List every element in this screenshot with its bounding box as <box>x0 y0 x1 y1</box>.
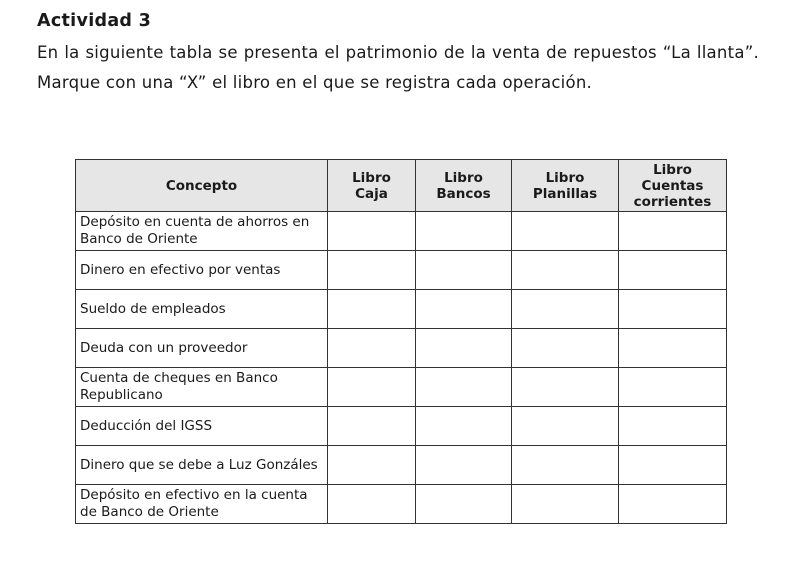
mark-cell-libro-planillas[interactable] <box>512 290 619 329</box>
mark-cell-libro-planillas[interactable] <box>512 329 619 368</box>
activity-instructions: En la siguiente tabla se presenta el patrimonio de la venta de repuestos “La llanta”. Marque con una “X” el libro en el que se registra cada operación. <box>37 43 759 92</box>
table-header-row <box>76 160 727 212</box>
mark-cell-libro-bancos[interactable] <box>416 446 512 485</box>
table-row <box>76 290 727 329</box>
table-row <box>76 329 727 368</box>
mark-cell-libro-bancos[interactable] <box>416 290 512 329</box>
mark-cell-libro-planillas[interactable] <box>512 212 619 251</box>
mark-cell-libro-caja[interactable] <box>328 329 416 368</box>
mark-cell-libro-bancos[interactable] <box>416 251 512 290</box>
table-body <box>76 212 727 524</box>
mark-cell-libro-caja[interactable] <box>328 251 416 290</box>
mark-cell-libro-bancos[interactable] <box>416 212 512 251</box>
concept-cell: Deuda con un proveedor <box>76 329 328 368</box>
mark-cell-libro-cuentas-corrientes[interactable] <box>619 368 727 407</box>
mark-cell-libro-caja[interactable] <box>328 212 416 251</box>
mark-cell-libro-cuentas-corrientes[interactable] <box>619 212 727 251</box>
mark-cell-libro-caja[interactable] <box>328 446 416 485</box>
mark-cell-libro-bancos[interactable] <box>416 485 512 524</box>
mark-cell-libro-cuentas-corrientes[interactable] <box>619 290 727 329</box>
concept-cell: Deducción del IGSS <box>76 407 328 446</box>
mark-cell-libro-bancos[interactable] <box>416 329 512 368</box>
mark-cell-libro-planillas[interactable] <box>512 446 619 485</box>
concept-cell: Depósito en cuenta de ahorros en Banco de Oriente <box>76 212 328 251</box>
mark-cell-libro-cuentas-corrientes[interactable] <box>619 446 727 485</box>
concept-cell: Dinero que se debe a Luz Gonzáles <box>76 446 328 485</box>
table-row <box>76 368 727 407</box>
table-row <box>76 446 727 485</box>
mark-cell-libro-caja[interactable] <box>328 368 416 407</box>
table-row <box>76 212 727 251</box>
ledger-table <box>75 159 727 524</box>
table-row <box>76 251 727 290</box>
table-row <box>76 485 727 524</box>
mark-cell-libro-caja[interactable] <box>328 407 416 446</box>
mark-cell-libro-planillas[interactable] <box>512 485 619 524</box>
concept-cell: Cuenta de cheques en Banco Republicano <box>76 368 328 407</box>
table-row <box>76 407 727 446</box>
mark-cell-libro-cuentas-corrientes[interactable] <box>619 329 727 368</box>
header-libro-caja: Libro Caja <box>328 160 416 212</box>
header-libro-planillas: Libro Planillas <box>512 160 619 212</box>
mark-cell-libro-planillas[interactable] <box>512 407 619 446</box>
concept-cell: Dinero en efectivo por ventas <box>76 251 328 290</box>
mark-cell-libro-cuentas-corrientes[interactable] <box>619 407 727 446</box>
mark-cell-libro-bancos[interactable] <box>416 368 512 407</box>
mark-cell-libro-cuentas-corrientes[interactable] <box>619 251 727 290</box>
mark-cell-libro-planillas[interactable] <box>512 251 619 290</box>
mark-cell-libro-planillas[interactable] <box>512 368 619 407</box>
mark-cell-libro-caja[interactable] <box>328 290 416 329</box>
concept-cell: Sueldo de empleados <box>76 290 328 329</box>
mark-cell-libro-caja[interactable] <box>328 485 416 524</box>
header-concepto: Concepto <box>76 160 328 212</box>
header-libro-bancos: Libro Bancos <box>416 160 512 212</box>
mark-cell-libro-cuentas-corrientes[interactable] <box>619 485 727 524</box>
activity-title: Actividad 3 <box>37 11 152 31</box>
header-libro-cuentas-corrientes: Libro Cuentas corrientes <box>619 160 727 212</box>
concept-cell: Depósito en efectivo en la cuenta de Banco de Oriente <box>76 485 328 524</box>
mark-cell-libro-bancos[interactable] <box>416 407 512 446</box>
